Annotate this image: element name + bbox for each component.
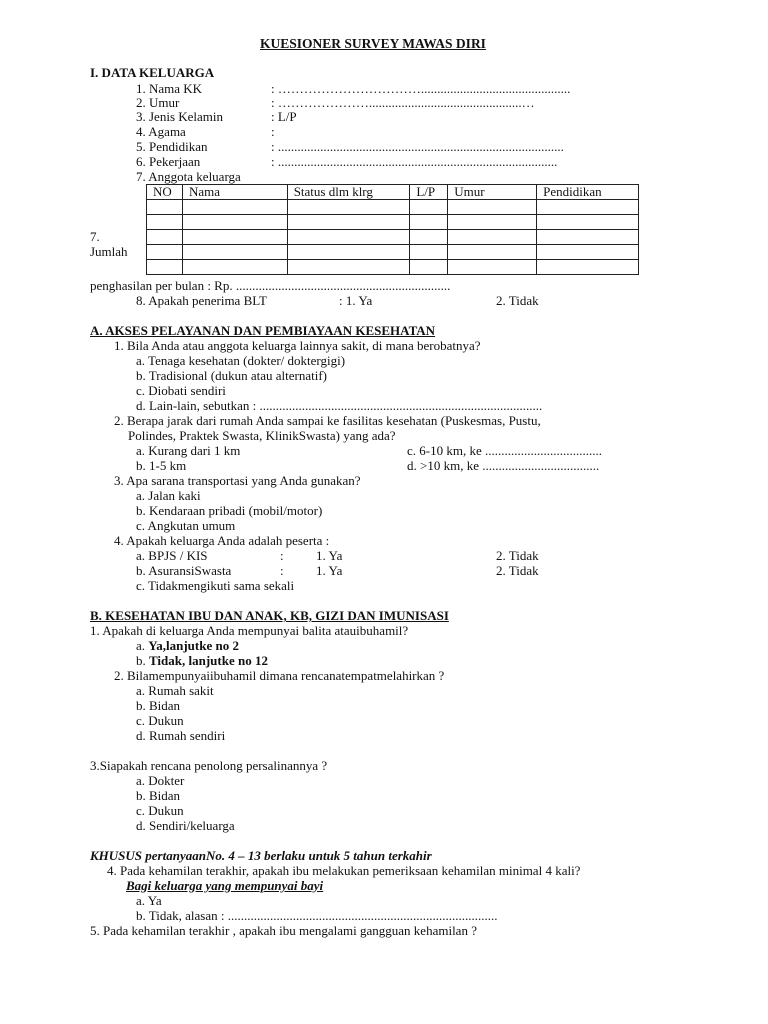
option[interactable]: d. Sendiri/keluarga	[136, 818, 235, 833]
question-a3: 3. Apa sarana transportasi yang Anda gunakan?	[114, 473, 361, 488]
question-b1: 1. Apakah di keluarga Anda mempunyai balita atauibuhamil?	[90, 623, 409, 638]
question-b5: 5. Pada kehamilan terakhir , apakah ibu mengalami gangguan kehamilan ?	[90, 923, 477, 938]
table-cell[interactable]	[182, 260, 287, 275]
field-value[interactable]: : …………………...............................................…	[271, 95, 535, 110]
option[interactable]: a. Dokter	[136, 773, 185, 788]
option-tidak[interactable]: 2. Tidak	[496, 548, 539, 563]
table-cell[interactable]	[537, 230, 639, 245]
table-row	[147, 245, 639, 260]
option[interactable]: b. Kendaraan pribadi (mobil/motor)	[136, 503, 323, 518]
table-cell[interactable]	[410, 215, 448, 230]
option[interactable]	[136, 638, 239, 653]
table-cell[interactable]	[537, 245, 639, 260]
question-b4: 4. Pada kehamilan terakhir, apakah ibu melakukan pemeriksaan kehamilan minimal 4 kali?	[107, 863, 581, 878]
table-cell[interactable]	[448, 200, 537, 215]
option-label: Ya,lanjutke no 2	[148, 638, 239, 653]
option[interactable]: c. Tidakmengikuti sama sekali	[136, 578, 295, 593]
income-line[interactable]: penghasilan per bulan : Rp. ..................................................................	[90, 278, 451, 293]
table-cell[interactable]	[537, 260, 639, 275]
option[interactable]: c. Dukun	[136, 803, 184, 818]
option[interactable]	[136, 653, 268, 668]
table-row	[147, 230, 639, 245]
column-header: L/P	[410, 185, 448, 200]
section-b-heading: B. KESEHATAN IBU DAN ANAK, KB, GIZI DAN IMUNISASI	[90, 608, 449, 623]
table-cell[interactable]	[410, 260, 448, 275]
field-label: 7. Anggota keluarga	[136, 169, 241, 184]
option[interactable]: c. 6-10 km, ke ....................................	[407, 443, 602, 458]
option[interactable]: b. 1-5 km	[136, 458, 187, 473]
table-header-row	[147, 185, 639, 200]
table-cell[interactable]	[287, 230, 410, 245]
option-label: Tidak, lanjutke no 12	[149, 653, 268, 668]
table-cell[interactable]	[410, 245, 448, 260]
table-cell[interactable]	[448, 260, 537, 275]
colon: :	[280, 563, 284, 578]
option[interactable]: a. Rumah sakit	[136, 683, 214, 698]
table-cell[interactable]	[147, 230, 183, 245]
field-label: 5. Pendidikan	[136, 139, 208, 154]
table-cell[interactable]	[147, 215, 183, 230]
option[interactable]: b. Tidak, alasan : ...................................................................................	[136, 908, 498, 923]
field-label: 3. Jenis Kelamin	[136, 109, 224, 124]
column-header: NO	[147, 185, 183, 200]
blt-option-ya[interactable]: : 1. Ya	[339, 293, 373, 308]
table-cell[interactable]	[410, 230, 448, 245]
blt-option-tidak[interactable]: 2. Tidak	[496, 293, 539, 308]
insurance-label: a. BPJS / KIS	[136, 548, 208, 563]
option[interactable]: b. Tradisional (dukun atau alternatif)	[136, 368, 327, 383]
option[interactable]: a. Tenaga kesehatan (dokter/ doktergigi)	[136, 353, 346, 368]
column-header: Umur	[448, 185, 537, 200]
table-cell[interactable]	[182, 215, 287, 230]
table-cell[interactable]	[182, 230, 287, 245]
table-cell[interactable]	[410, 200, 448, 215]
option[interactable]: a. Ya	[136, 893, 162, 908]
income-word: Jumlah	[90, 244, 128, 259]
table-cell[interactable]	[287, 260, 410, 275]
khusus-note: KHUSUS pertanyaanNo. 4 – 13 berlaku untuk 5 tahun terkahir	[90, 848, 432, 863]
table-row	[147, 260, 639, 275]
section-a-heading: A. AKSES PELAYANAN DAN PEMBIAYAAN KESEHATAN	[90, 323, 436, 338]
table-cell[interactable]	[448, 215, 537, 230]
table-cell[interactable]	[448, 230, 537, 245]
field-value[interactable]: : ......................................................................................	[271, 154, 558, 169]
family-members-table	[146, 184, 639, 275]
field-label: 4. Agama	[136, 124, 186, 139]
question-a2-cont: Polindes, Praktek Swasta, KlinikSwasta) yang ada?	[128, 428, 396, 443]
field-value[interactable]: : L/P	[271, 109, 297, 124]
income-number: 7.	[90, 229, 100, 244]
field-label: 6. Pekerjaan	[136, 154, 201, 169]
option[interactable]: b. Bidan	[136, 698, 181, 713]
table-cell[interactable]	[537, 200, 639, 215]
table-cell[interactable]	[287, 245, 410, 260]
document-title: KUESIONER SURVEY MAWAS DIRI	[260, 36, 486, 51]
table-cell[interactable]	[147, 245, 183, 260]
option[interactable]: b. Bidan	[136, 788, 181, 803]
insurance-label: b. AsuransiSwasta	[136, 563, 232, 578]
table-cell[interactable]	[537, 215, 639, 230]
bayi-note: Bagi keluarga yang mempunyai bayi	[126, 878, 324, 893]
question-b3: 3.Siapakah rencana penolong persalinannya ?	[90, 758, 328, 773]
option[interactable]: c. Angkutan umum	[136, 518, 236, 533]
column-header: Nama	[182, 185, 287, 200]
table-cell[interactable]	[182, 200, 287, 215]
question-a2: 2. Berapa jarak dari rumah Anda sampai ke fasilitas kesehatan (Puskesmas, Pustu,	[114, 413, 541, 428]
option[interactable]: c. Diobati sendiri	[136, 383, 226, 398]
section-i-heading: I. DATA KELUARGA	[90, 65, 215, 80]
table-cell[interactable]	[287, 200, 410, 215]
option-letter: b.	[136, 653, 146, 668]
colon: :	[280, 548, 284, 563]
option-letter: a.	[136, 638, 146, 653]
table-cell[interactable]	[147, 260, 183, 275]
option[interactable]: a. Jalan kaki	[136, 488, 201, 503]
blt-question: 8. Apakah penerima BLT	[136, 293, 267, 308]
option[interactable]: c. Dukun	[136, 713, 184, 728]
column-header: Pendidikan	[537, 185, 639, 200]
option[interactable]: a. Kurang dari 1 km	[136, 443, 241, 458]
field-label: 2. Umur	[136, 95, 180, 110]
field-value[interactable]: : ……………………………..............................................	[271, 81, 571, 96]
option[interactable]: d. >10 km, ke ....................................	[407, 458, 600, 473]
table-row	[147, 215, 639, 230]
table-cell[interactable]	[448, 245, 537, 260]
column-header: Status dlm klrg	[287, 185, 410, 200]
field-value[interactable]: :	[271, 124, 275, 139]
table-cell[interactable]	[182, 245, 287, 260]
question-a1: 1. Bila Anda atau anggota keluarga lainnya sakit, di mana berobatnya?	[114, 338, 481, 353]
table-cell[interactable]	[147, 200, 183, 215]
field-label: 1. Nama KK	[136, 81, 203, 96]
table-row	[147, 200, 639, 215]
question-b2: 2. Bilamempunyaiibuhamil dimana rencanatempatmelahirkan ?	[114, 668, 445, 683]
option[interactable]: d. Lain-lain, sebutkan : .......................................................................................	[136, 398, 543, 413]
question-a4: 4. Apakah keluarga Anda adalah peserta :	[114, 533, 330, 548]
option-ya[interactable]: 1. Ya	[316, 563, 343, 578]
option[interactable]: d. Rumah sendiri	[136, 728, 226, 743]
option-tidak[interactable]: 2. Tidak	[496, 563, 539, 578]
option-ya[interactable]: 1. Ya	[316, 548, 343, 563]
table-cell[interactable]	[287, 215, 410, 230]
field-value[interactable]: : ........................................................................................	[271, 139, 564, 154]
